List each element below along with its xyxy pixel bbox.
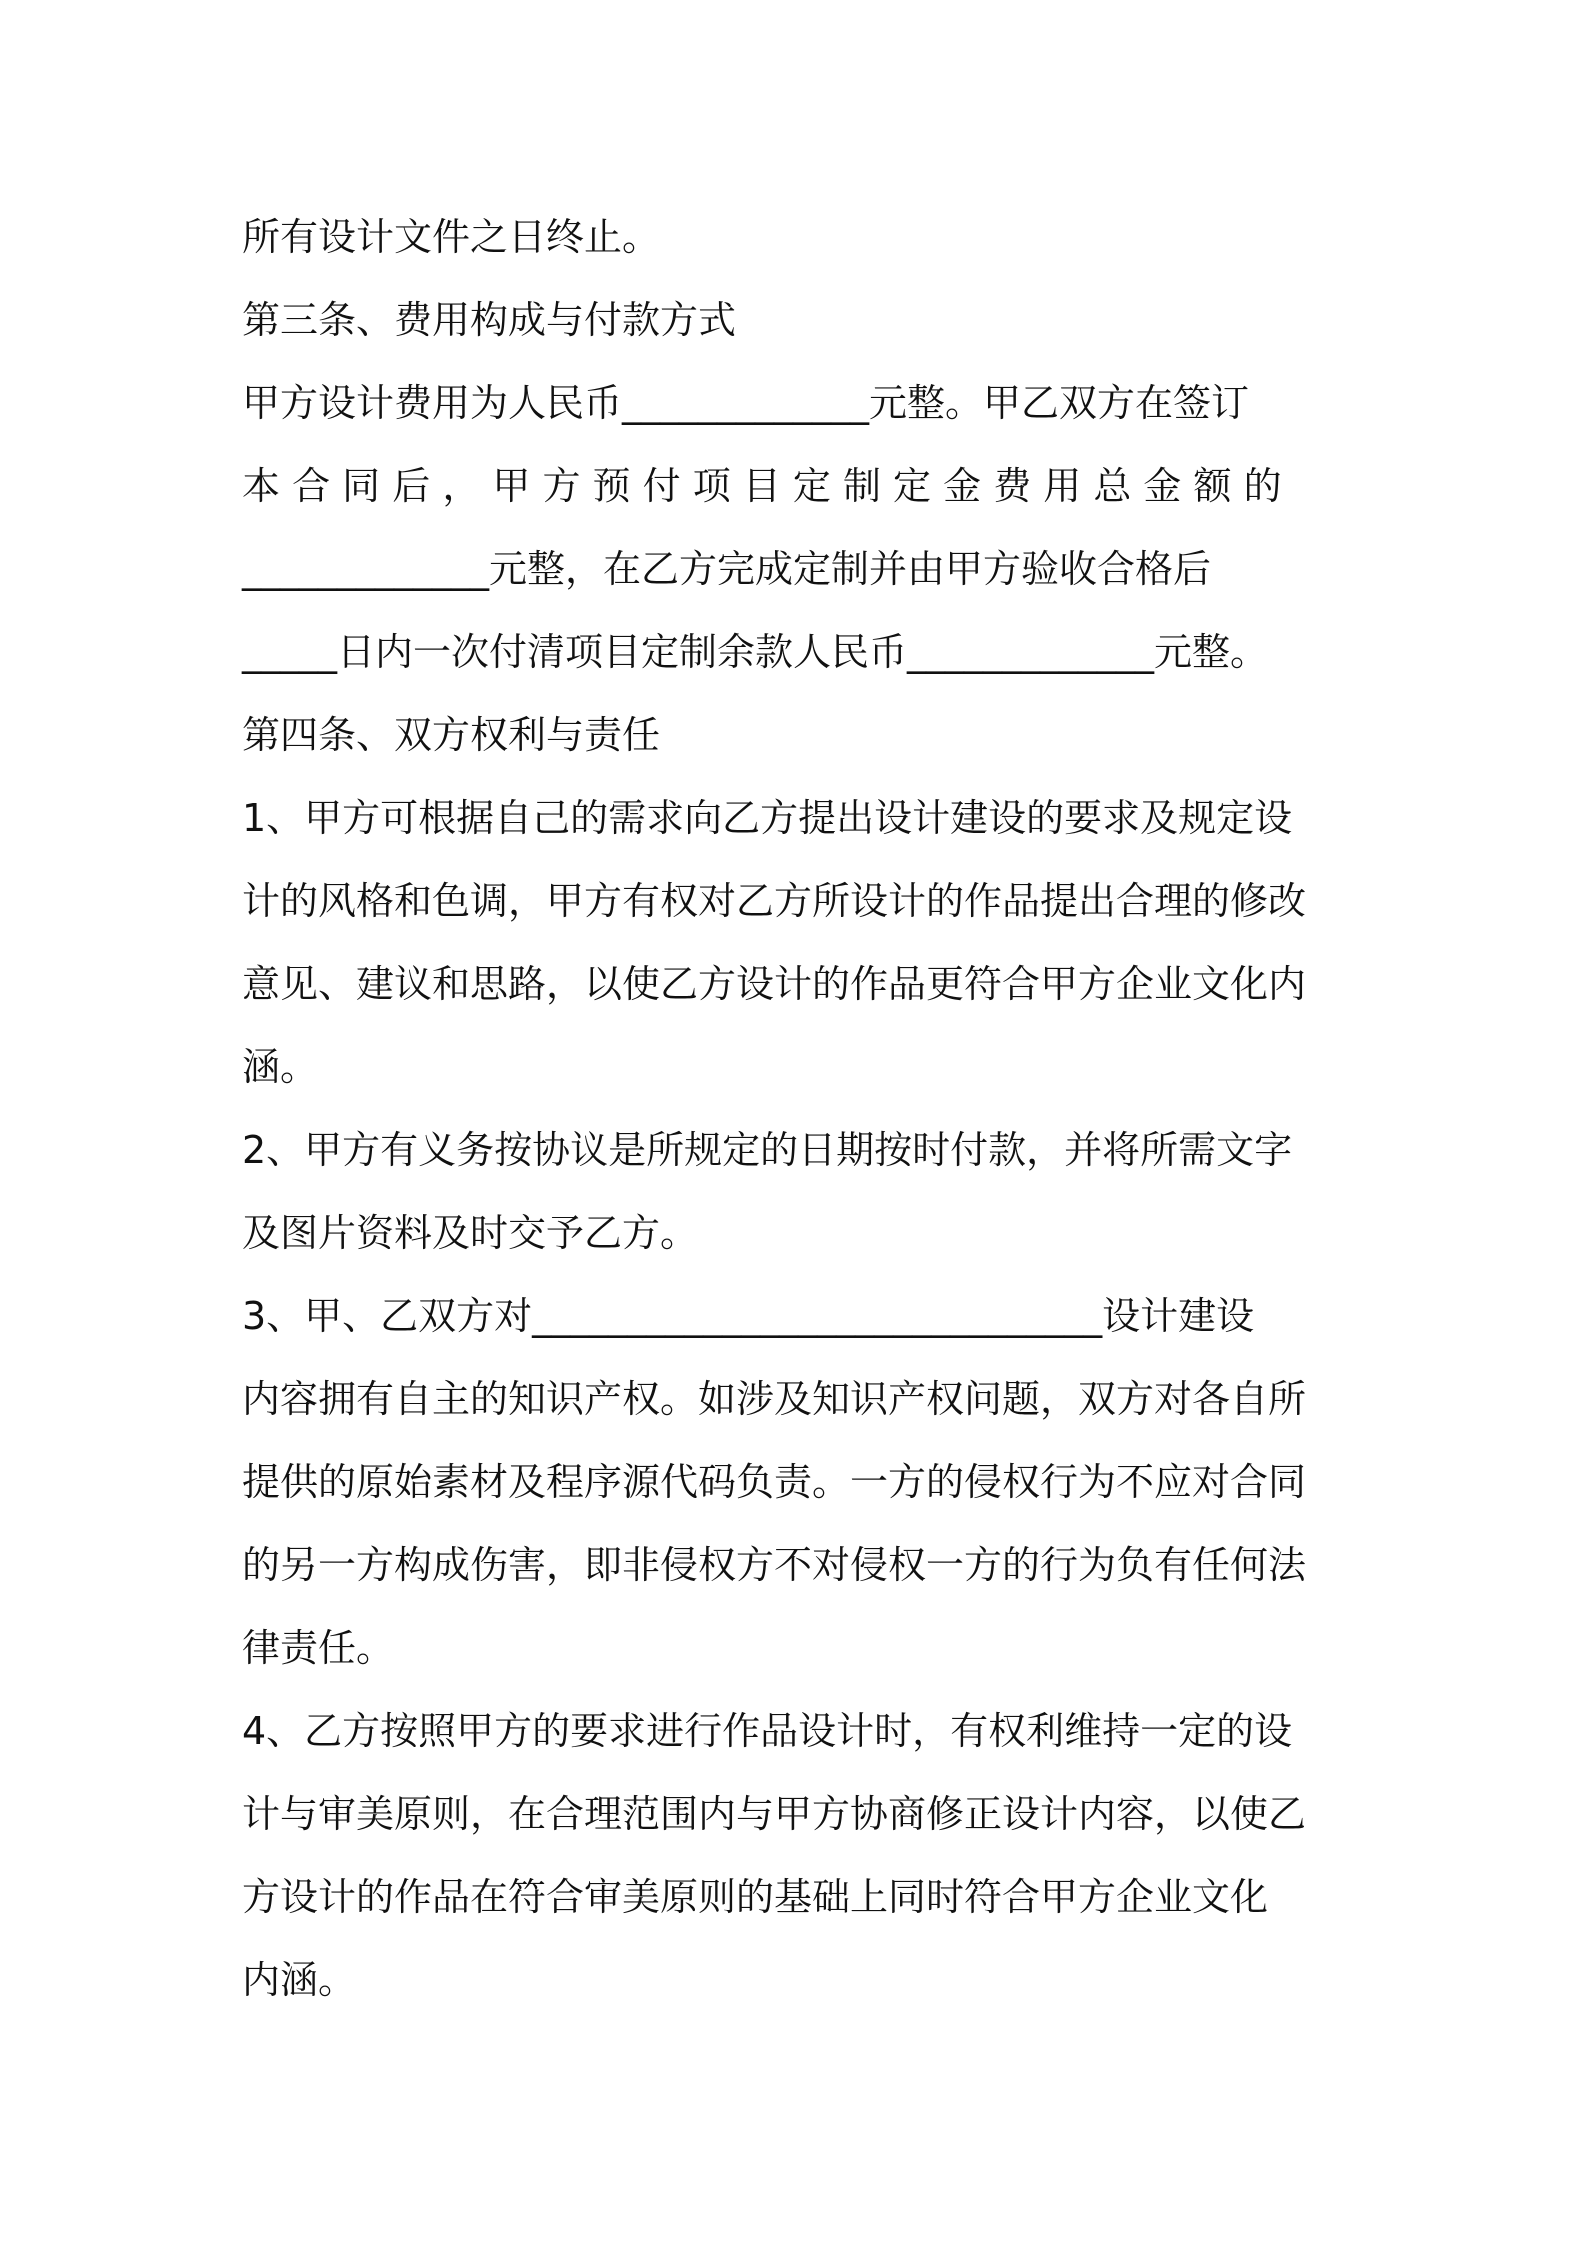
text-line: 意见、建议和思路，以使乙方设计的作品更符合甲方企业文化内	[242, 962, 1307, 1006]
text-line-clause-1: 1、甲方可根据自己的需求向乙方提出设计建设的要求及规定设	[242, 796, 1293, 840]
text-line: 律责任。	[242, 1626, 395, 1670]
text-line: 内容拥有自主的知识产权。如涉及知识产权问题，双方对各自所	[242, 1377, 1307, 1421]
text-line-clause-3: 3、甲、乙双方对______________________________设计建设	[242, 1294, 1255, 1338]
text-line-continuation: 所有设计文件之日终止。	[242, 215, 661, 259]
text-line: 涵。	[242, 1045, 319, 1089]
text-line: _____日内一次付清项目定制余款人民币_____________元整。	[242, 630, 1269, 674]
section-heading-article-4: 第四条、双方权利与责任	[242, 713, 661, 757]
document-body	[242, 196, 1352, 2022]
text-line: 及图片资料及时交予乙方。	[242, 1211, 699, 1255]
text-line: 的另一方构成伤害，即非侵权方不对侵权一方的行为负有任何法	[242, 1543, 1307, 1587]
text-line-clause-2: 2、甲方有义务按协议是所规定的日期按时付款，并将所需文字	[242, 1128, 1293, 1172]
text-line: 计与审美原则，在合理范围内与甲方协商修正设计内容，以使乙	[242, 1792, 1307, 1836]
text-line: 方设计的作品在符合审美原则的基础上同时符合甲方企业文化	[242, 1875, 1269, 1919]
text-line: 本 合 同 后 ， 甲 方 预 付 项 目 定 制 定 金 费 用 总 金 额 的	[242, 464, 1282, 508]
text-line-clause-4: 4、乙方按照甲方的要求进行作品设计时，有权利维持一定的设	[242, 1709, 1293, 1753]
text-line: _____________元整，在乙方完成定制并由甲方验收合格后	[242, 547, 1212, 591]
text-line: 内涵。	[242, 1958, 357, 2002]
text-line: 甲方设计费用为人民币_____________元整。甲乙双方在签订	[242, 381, 1250, 425]
text-line: 计的风格和色调，甲方有权对乙方所设计的作品提出合理的修改	[242, 879, 1307, 923]
text-line: 提供的原始素材及程序源代码负责。一方的侵权行为不应对合同	[242, 1460, 1307, 1504]
section-heading-article-3: 第三条、费用构成与付款方式	[242, 298, 737, 342]
